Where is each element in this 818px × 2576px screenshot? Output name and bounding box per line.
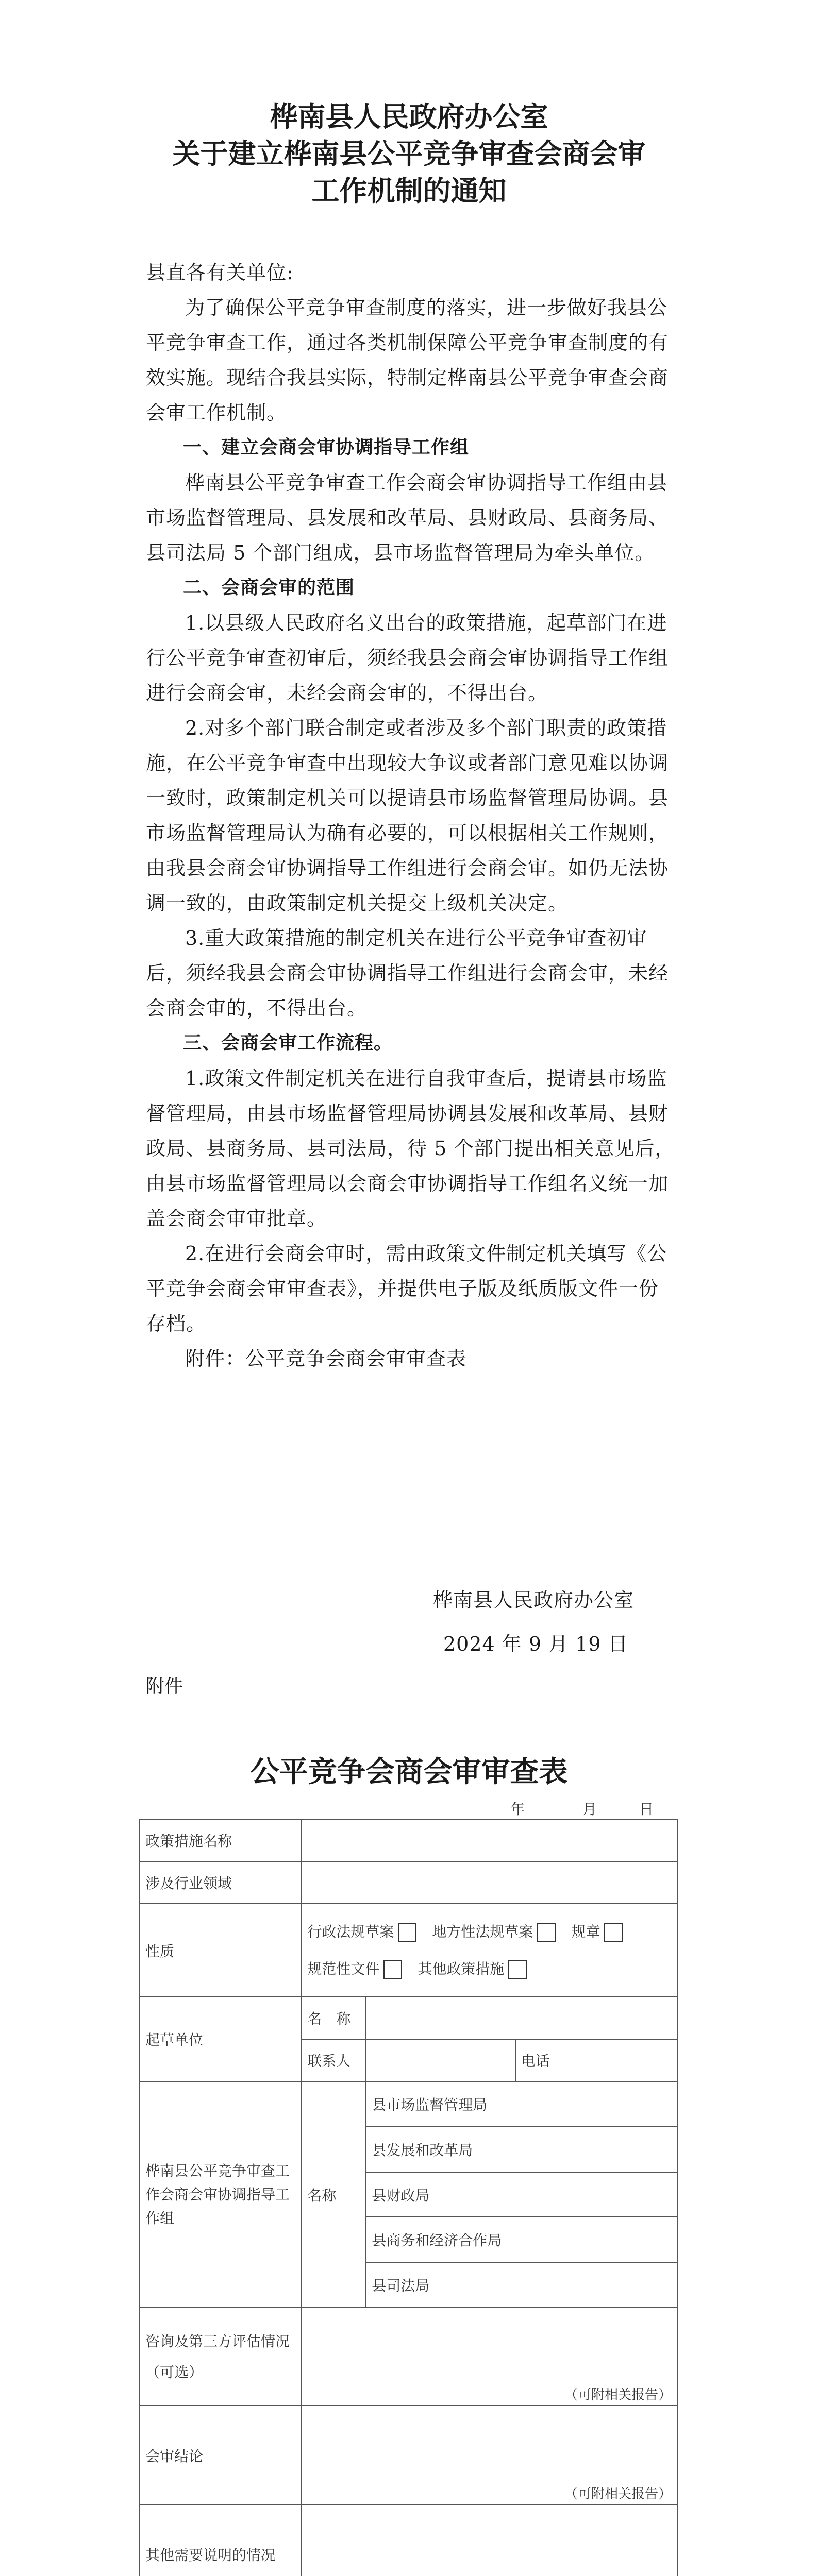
section3-heading: 三、会商会审工作流程。 — [183, 1032, 393, 1054]
notice-body — [146, 255, 677, 1376]
section2-item3: 3.重大政策措施的制定机关在进行公平竞争审查初审后，须经我县会商会审协调指导工作组进行会商会审，未经会商会审的，不得出台。 — [146, 927, 669, 1020]
section2-heading: 二、会商会审的范围 — [183, 577, 355, 598]
row-label-drafter: 起草单位 — [140, 1997, 302, 2081]
title-line-1: 桦南县人民政府办公室 — [270, 100, 548, 133]
nature-option-label: 规范性文件 — [307, 1960, 380, 1977]
other-cell[interactable] — [302, 2505, 677, 2576]
date-month: 月 — [582, 1801, 597, 1818]
signature-org: 桦南县人民政府办公室 — [433, 1589, 635, 1612]
intro-paragraph: 为了确保公平竞争审查制度的落实，进一步做好我县公平竞争审查工作，通过各类机制保障公平竞争审查制度的有效实施。现结合我县实际，特制定桦南县公平竞争审查会商会审工作机制。 — [146, 296, 669, 424]
nature-option-label: 其他政策措施 — [418, 1960, 505, 1977]
row-label-consult: 咨询及第三方评估情况（可选） — [140, 2308, 302, 2406]
row-label-conclusion: 会审结论 — [140, 2406, 302, 2505]
checkbox[interactable] — [383, 1960, 402, 1979]
drafter-name-label: 名 称 — [302, 1997, 366, 2039]
drafter-contact-label: 联系人 — [302, 2039, 366, 2081]
group-member: 县司法局 — [366, 2262, 677, 2308]
consult-note: （可附相关报告） — [564, 2387, 672, 2403]
nature-options — [302, 1904, 677, 1997]
policy-name-cell[interactable] — [302, 1819, 677, 1861]
table-row — [140, 2308, 677, 2406]
group-member: 县发展和改革局 — [366, 2127, 677, 2172]
attachment-line: 附件：公平竞争会商会审审查表 — [185, 1347, 467, 1370]
table-row — [140, 1997, 677, 2039]
review-form-table — [139, 1819, 678, 2576]
table-row — [140, 2406, 677, 2505]
section1-heading: 一、建立会商会审协调指导工作组 — [183, 437, 470, 458]
row-label-industry: 涉及行业领域 — [140, 1861, 302, 1904]
date-day: 日 — [639, 1801, 654, 1818]
row-label-nature: 性质 — [140, 1904, 302, 1997]
row-label-policy-name: 政策措施名称 — [140, 1819, 302, 1861]
industry-cell[interactable] — [302, 1861, 677, 1904]
table-row — [140, 2081, 677, 2127]
table-row — [140, 2505, 677, 2576]
addressee: 县直各有关单位: — [146, 261, 294, 284]
title-line-3: 工作机制的通知 — [311, 174, 507, 207]
section3-item2: 2.在进行会商会审时，需由政策文件制定机关填写《公平竞争会商会审审查表》，并提供电子版及纸质版文件一份存档。 — [146, 1242, 667, 1335]
section1-text: 桦南县公平竞争审查工作会商会审协调指导工作组由县市场监督管理局、县发展和改革局、县财政局、县商务局、县司法局 5 个部门组成，县市场监督管理局为牵头单位。 — [146, 471, 669, 564]
drafter-phone-label: 电话 — [515, 2039, 677, 2081]
nature-option-label: 地方性法规草案 — [432, 1923, 533, 1940]
section3-item1: 1.政策文件制定机关在进行自我审查后，提请县市场监督管理局，由县市场监督管理局协调县发展和改革局、县财政局、县商务局、县司法局，待 5 个部门提出相关意见后，由县市场监督管理局以会商会审协调指导工作组名义统一加盖会商会审审批章。 — [146, 1067, 675, 1230]
nature-option-label: 行政法规草案 — [307, 1923, 394, 1940]
checkbox[interactable] — [508, 1960, 527, 1979]
title-line-2: 关于建立桦南县公平竞争审查会商会审 — [172, 137, 646, 170]
form-title: 公平竞争会商会审审查表 — [250, 1755, 568, 1789]
drafter-name-cell[interactable] — [366, 1997, 677, 2039]
row-label-other: 其他需要说明的情况 — [140, 2505, 302, 2576]
checkbox[interactable] — [537, 1923, 556, 1942]
table-row — [140, 1819, 677, 1861]
group-member: 县商务和经济合作局 — [366, 2217, 677, 2262]
nature-option-label: 规章 — [571, 1923, 600, 1940]
section2-item2: 2.对多个部门联合制定或者涉及多个部门职责的政策措施，在公平竞争审查中出现较大争议或者部门意见难以协调一致时，政策制定机关可以提请县市场监督管理局协调。县市场监督管理局认为确有必要的，可以根据相关工作规则，由我县会商会审协调指导工作组进行会商会审。如仍无法协调一致的，由政策制定机关提交上级机关决定。 — [146, 717, 669, 914]
drafter-contact-cell[interactable] — [366, 2039, 515, 2081]
checkbox[interactable] — [604, 1923, 623, 1942]
conclusion-cell[interactable] — [302, 2406, 677, 2505]
section2-item1: 1.以县级人民政府名义出台的政策措施，起草部门在进行公平竞争审查初审后，须经我县会商会审协调指导工作组进行会商会审，未经会商会审的，不得出台。 — [146, 612, 669, 704]
group-name-label: 名称 — [302, 2081, 366, 2307]
notice-title — [0, 98, 818, 209]
group-member: 县财政局 — [366, 2172, 677, 2217]
group-member: 县市场监督管理局 — [366, 2081, 677, 2127]
conclusion-note: （可附相关报告） — [564, 2486, 672, 2502]
date-year: 年 — [510, 1801, 525, 1818]
attachment-label: 附件 — [146, 1676, 183, 1697]
table-row — [140, 1861, 677, 1904]
consult-cell[interactable] — [302, 2308, 677, 2406]
table-row — [140, 1904, 677, 1997]
checkbox[interactable] — [398, 1923, 416, 1942]
signature-date: 2024 年 9 月 19 日 — [443, 1633, 628, 1655]
row-label-group: 桦南县公平竞争审查工作会商会审协调指导工作组 — [140, 2081, 302, 2307]
